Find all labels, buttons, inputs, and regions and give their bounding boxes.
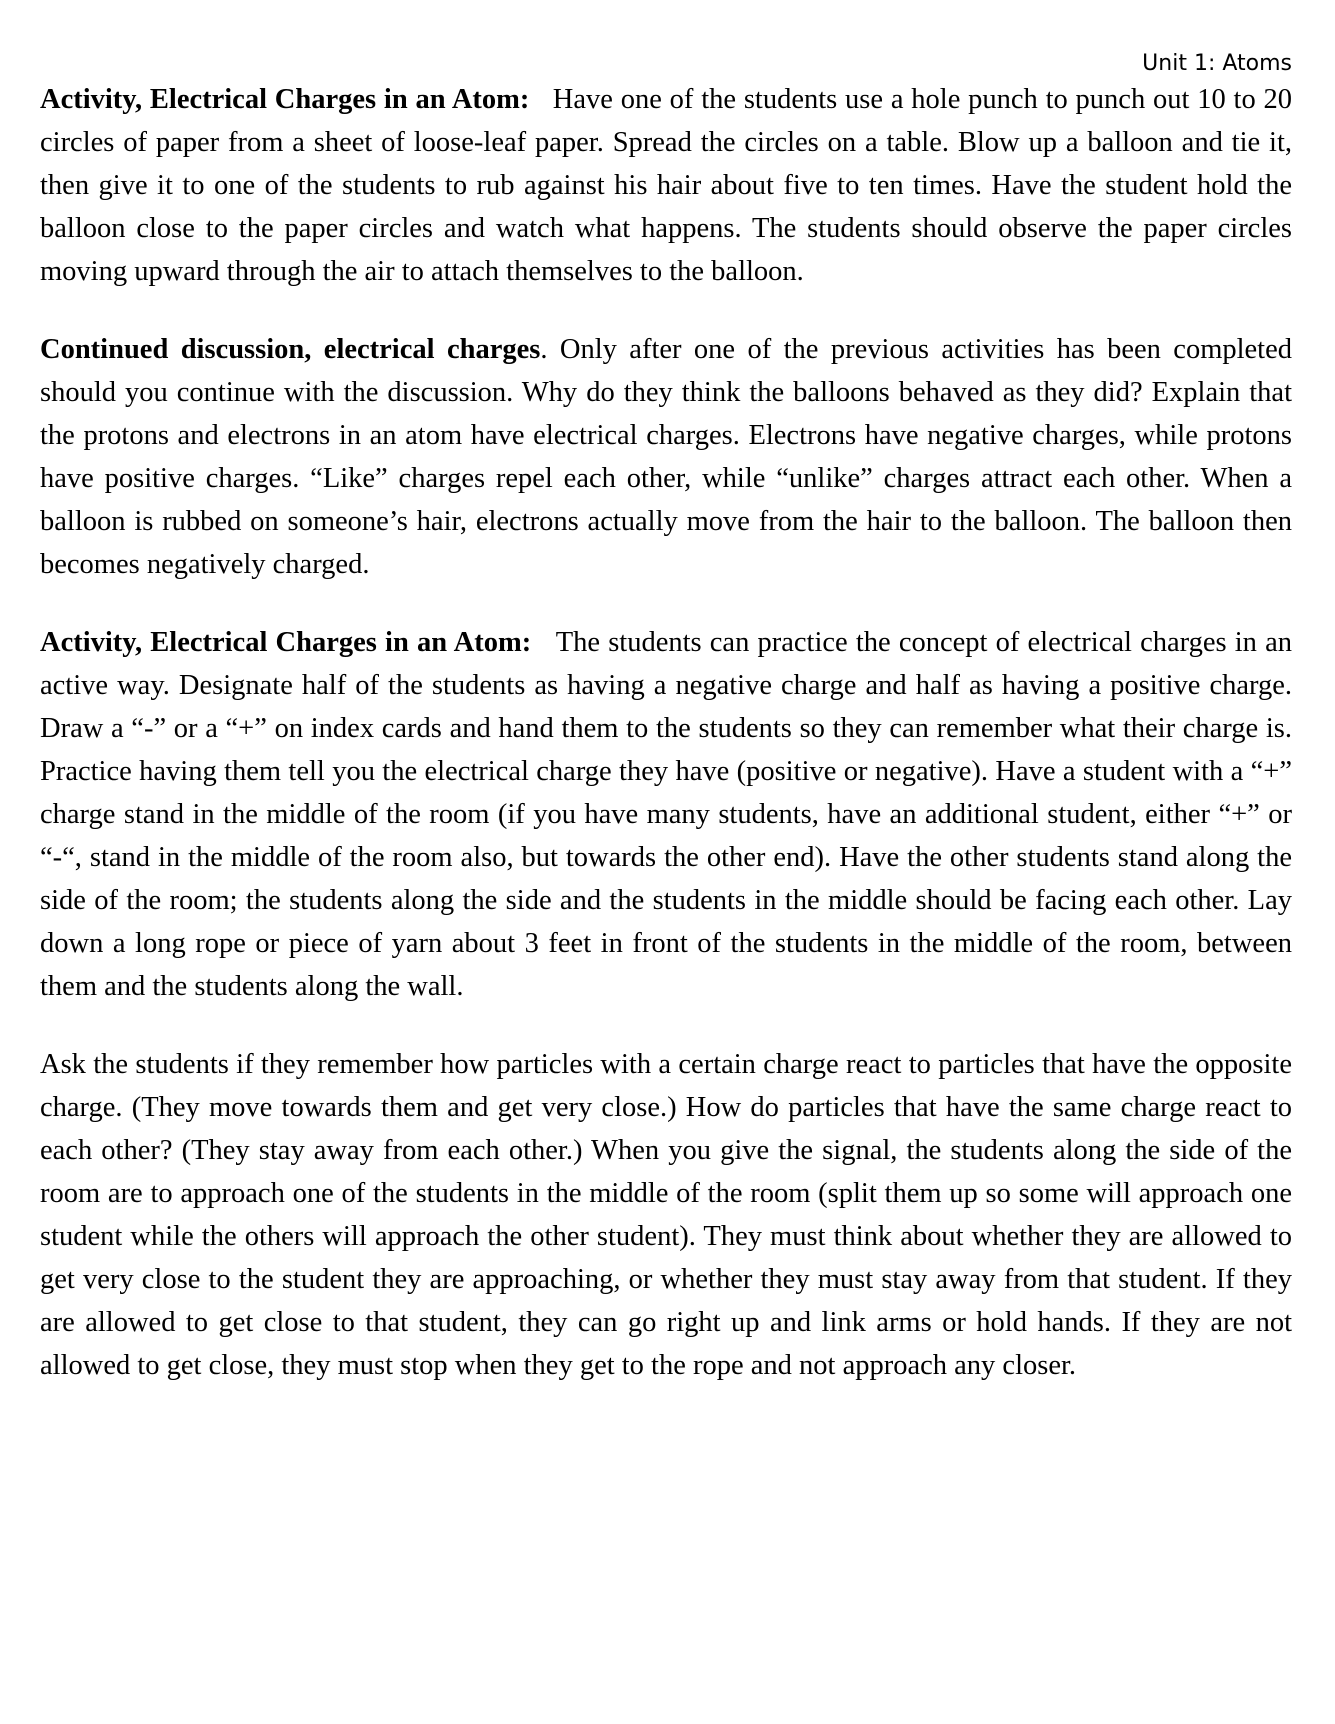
document-page [40, 50, 1292, 1387]
paragraph-body: Only after one of the previous activities has been completed should you continue with the discussion. Why do they think the balloons behaved as they did? Explain that the protons and electrons in an atom have electrical charges. Electrons have negative charges, while protons have positive charges. “Like” charges repel each other, while “unlike” charges attract each other. When a balloon is rubbed on someone’s hair, electrons actually move from the hair to the balloon. The balloon then becomes negatively charged. [40, 334, 1293, 580]
paragraph-heading: Activity, Electrical Charges in an Atom: [40, 627, 532, 658]
paragraph-body: Ask the students if they remember how particles with a certain charge react to particles that have the opposite charge. (They move towards them and get very close.) How do particles that have the same charge react to each other? (They stay away from each other.) When you give the signal, the students along the side of the room are to approach one of the students in the middle of the room (split them up so some will approach one student while the others will approach the other student). They must think about whether they are allowed to get very close to the student they are approaching, or whether they must stay away from that student. If they are allowed to get close to that student, they can go right up and link arms or hold hands. If they are not allowed to get close, they must stop when they get to the rope and not approach any closer. [40, 1049, 1292, 1381]
running-head: Unit 1: Atoms [1142, 51, 1292, 76]
heading-separator: . [540, 334, 560, 365]
paragraph-activity-charges [40, 621, 1292, 1008]
paragraph-continued-discussion [40, 328, 1292, 586]
heading-separator [529, 84, 552, 115]
paragraph-ask-students [40, 1043, 1292, 1387]
paragraph-heading: Continued discussion, electrical charges [40, 334, 541, 365]
paragraph-activity-balloon [40, 78, 1292, 293]
paragraph-body: Have one of the students use a hole punch to punch out 10 to 20 circles of paper from a sheet of loose-leaf paper. Spread the circles on a table. Blow up a balloon and tie it, then give it to one of the students to rub against his hair about five to ten times. Have the student hold the balloon close to the paper circles and watch what happens. The students should observe the paper circles moving upward through the air to attach themselves to the balloon. [40, 84, 1292, 287]
paragraph-body: The students can practice the concept of electrical charges in an active way. Designate half of the students as having a negative charge and half as having a positive charge. Draw a “-” or a “+” on index cards and hand them to the students so they can remember what their charge is. Practice having them tell you the electrical charge they have (positive or negative). Have a student with a “+” charge stand in the middle of the room (if you have many students, have an additional student, either “+” or “-“, stand in the middle of the room also, but towards the other end). Have the other students stand along the side of the room; the students along the side and the students in the middle should be facing each other. Lay down a long rope or piece of yarn about 3 feet in front of the students in the middle of the room, between them and the students along the wall. [40, 627, 1293, 1002]
heading-separator [531, 627, 556, 658]
paragraph-heading: Activity, Electrical Charges in an Atom: [40, 84, 530, 115]
